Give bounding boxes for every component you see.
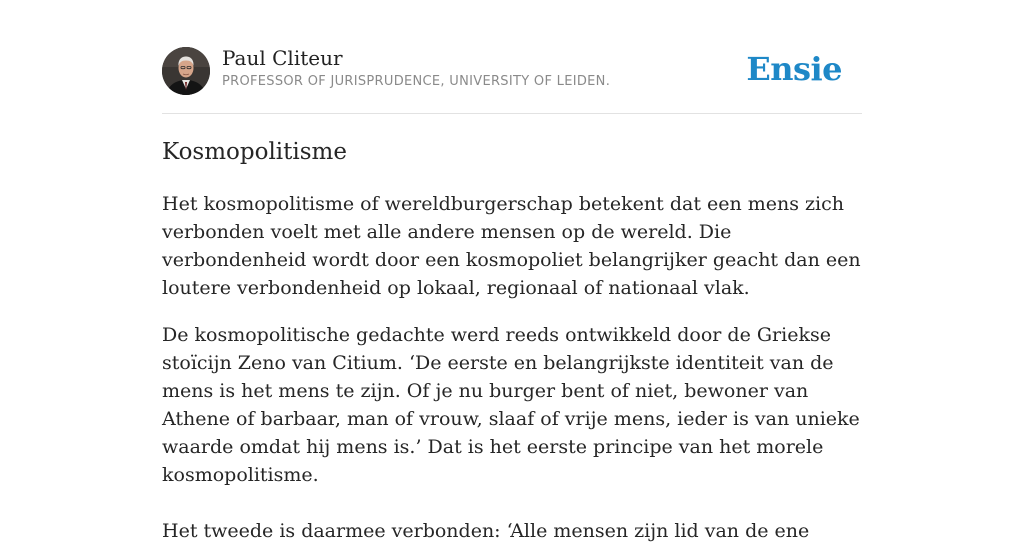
article-paragraph: Het kosmopolitisme of wereldburgerschap betekent dat een mens zich verbonden voelt met alle andere mensen op de wereld. Die verbondenheid wordt door een kosmopoliet belangrijker geacht dan een loutere verbondenheid op lokaal, regionaal of nationaal vlak. — [162, 193, 861, 299]
article-paragraph: De kosmopolitische gedachte werd reeds ontwikkeld door de Griekse stoïcijn Zeno van Citium. ‘De eerste en belangrijkste identiteit van de mens is het mens te zijn. Of je nu burger bent of niet, bewoner van Athene of barbaar, man of vrouw, slaaf of vrije mens, ieder is van unieke waarde omdat hij mens is.’ Dat is het eerste principe van het morele kosmopolitisme. — [162, 324, 860, 486]
author-header — [162, 46, 862, 96]
article-paragraph: Het tweede is daarmee verbonden: ‘Alle mensen zijn lid van de ene — [162, 520, 810, 542]
article-title: Kosmopolitisme — [162, 139, 347, 165]
author-name[interactable]: Paul Cliteur — [222, 46, 343, 70]
header-divider — [162, 113, 862, 114]
article-body — [162, 136, 862, 545]
author-title: PROFESSOR OF JURISPRUDENCE, UNIVERSITY OF LEIDEN. — [222, 74, 611, 89]
author-avatar[interactable] — [162, 47, 210, 95]
person-portrait-icon — [162, 47, 210, 95]
ensie-logo[interactable]: Ensie — [746, 50, 842, 88]
